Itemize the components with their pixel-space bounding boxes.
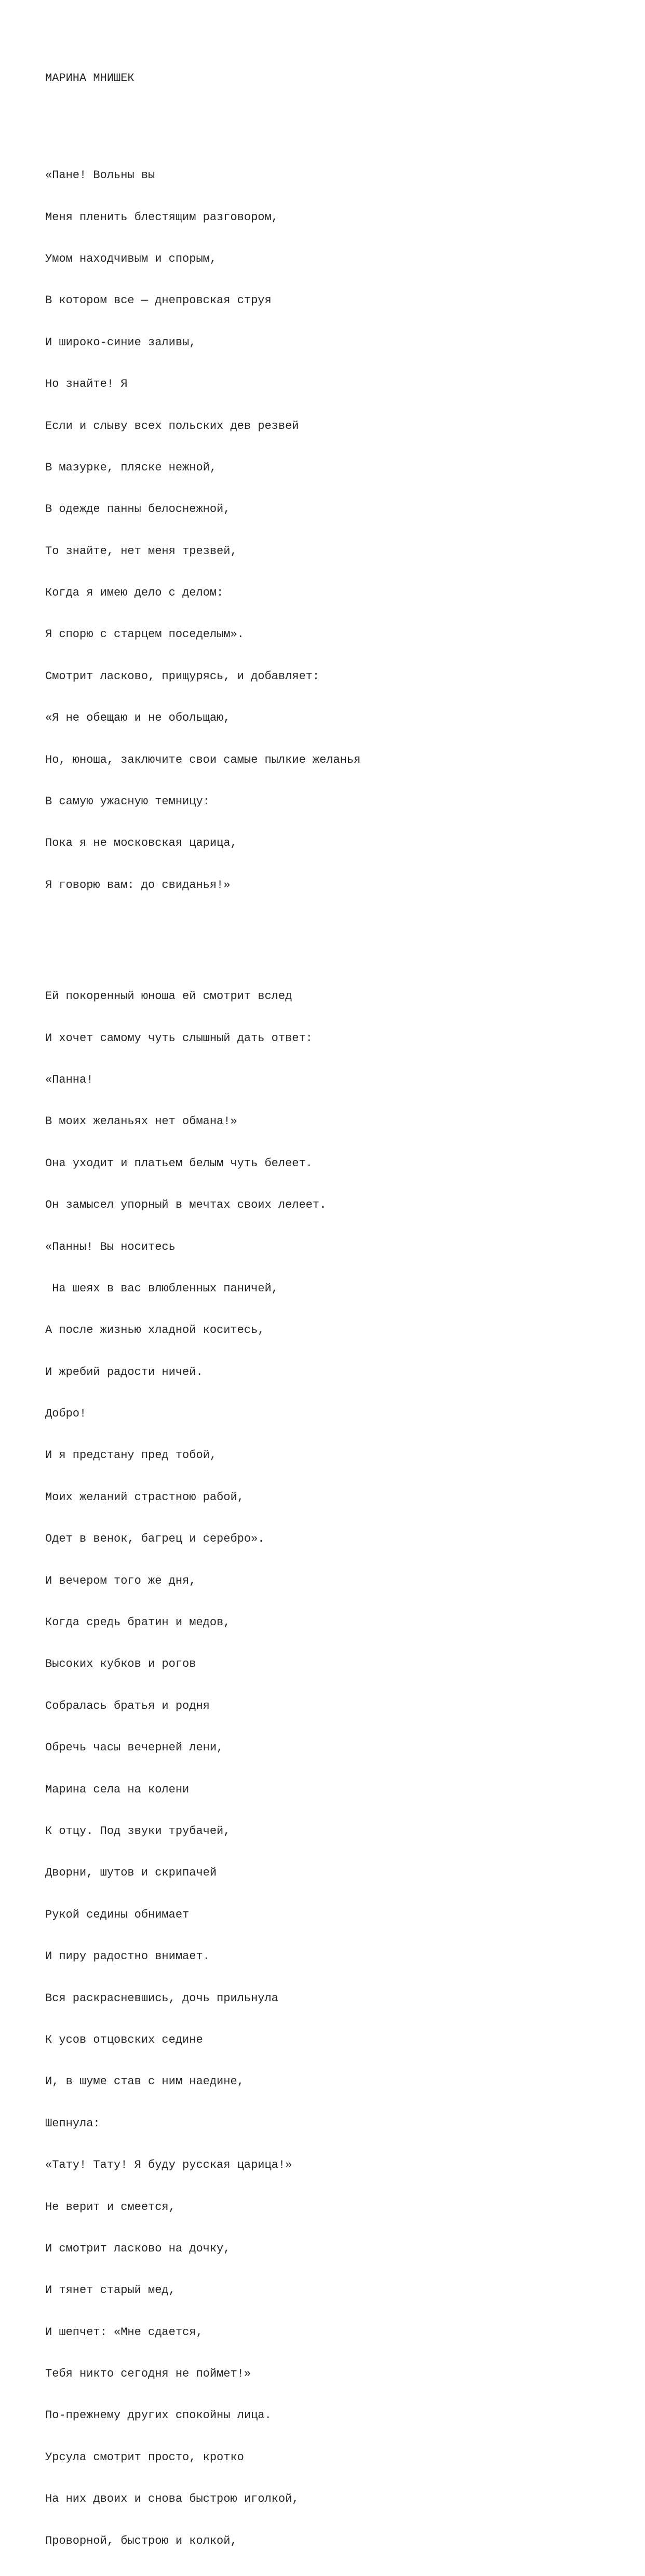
poem-line: Когда средь братин и медов, [45,1616,231,1629]
poem-line: Моих желаний страстною рабой, [45,1490,244,1504]
poem-line: Я говорю вам: до свиданья!» [45,878,231,892]
poem-line: Ей покоренный юноша ей смотрит вслед [45,990,292,1003]
poem-line: «Тату! Тату! Я буду русская царица!» [45,2159,292,2172]
poem-line: Вся раскрасневшись, дочь прильнула [45,1991,278,2005]
poem-line: К усов отцовских седине [45,2033,203,2046]
poem-line: Пока я не московская царица, [45,837,237,850]
poem-line: Если и слыву всех польских дев резвей [45,419,299,433]
poem-line: И вечером того же дня, [45,1574,196,1587]
poem-line: И смотрит ласково на дочку, [45,2242,231,2255]
poem-line: Высоких кубков и рогов [45,1657,196,1671]
poem-line: В самую ужасную темницу: [45,795,210,808]
poem-line: И я предстану пред тобой, [45,1449,217,1462]
poem-line: «Панна! [45,1073,93,1086]
poem-line: И шепчет: «Мне сдается, [45,2325,203,2339]
poem-line: Урсула смотрит просто, кротко [45,2450,244,2464]
poem-line: Собралась братья и родня [45,1699,210,1712]
poem-line: Когда я имею дело с делом: [45,586,224,600]
poem-line: Обречь часы вечерней лени, [45,1741,224,1755]
stanza-gap [45,113,616,127]
poem-line: «Я не обещаю и не обольщаю, [45,711,231,725]
poem-line: На шеях в вас влюбленных паничей, [45,1282,278,1295]
poem-line: На них двоих и снова быстрою иголкой, [45,2492,299,2506]
poem-line: Одет в венок, багрец и серебро». [45,1532,265,1546]
poem-line: В котором все — днепровская струя [45,294,272,307]
poem-line: Меня пленить блестящим разговором, [45,210,278,224]
poem-line: И пиру радостно внимает. [45,1950,210,1963]
poem-line: А после жизнью хладной коситесь, [45,1324,265,1337]
poem-line: Смотрит ласково, прищурясь, и добавляет: [45,669,320,683]
poem-line: И жребий радости ничей. [45,1365,203,1379]
poem-line: И хочет самому чуть слышный дать ответ: [45,1031,313,1045]
poem-line: В мазурке, пляске нежной, [45,461,217,474]
poem-line: Но знайте! Я [45,377,128,391]
poem-line: Но, юноша, заключите свои самые пылкие желанья [45,753,361,766]
poem-line: К отцу. Под звуки трубачей, [45,1825,231,1838]
poem-line: В одежде панны белоснежной, [45,503,231,516]
poem-line: Шепнула: [45,2116,100,2130]
poem-line: В моих желаньях нет обмана!» [45,1115,237,1128]
poem-line: Дворни, шутов и скрипачей [45,1866,217,1880]
poem-line: То знайте, нет меня трезвей, [45,544,237,558]
poem-line: Марина села на колени [45,1783,190,1796]
poem-line: Я спорю с старцем поседелым». [45,628,244,641]
poem-line: «Пане! Вольны вы [45,169,155,182]
poem-line: По-прежнему других спокойны лица. [45,2409,272,2422]
poem-line: Она уходит и платьем белым чуть белеет. [45,1156,313,1170]
poem-line: «Панны! Вы носитесь [45,1240,176,1253]
poem-line: Не верит и смеется, [45,2200,176,2214]
poem-line: Умом находчивым и спорым, [45,252,217,265]
poem-line: Рукой седины обнимает [45,1908,190,1921]
poem-line: Тебя никто сегодня не поймет!» [45,2367,251,2381]
poem-line: Проворной, быстрою и колкой, [45,2534,237,2547]
poem-line: И тянет старый мед, [45,2284,176,2297]
poem-line: И, в шуме став с ним наедине, [45,2075,244,2088]
poem-line: И широко-синие заливы, [45,335,196,349]
poem-line: Добро! [45,1407,87,1421]
stanza-gap [45,934,616,948]
poem-text [45,44,616,2576]
poem-line: Он замысел упорный в мечтах своих лелеет. [45,1198,327,1212]
poem-title: МАРИНА МНИШЕК [45,71,135,85]
